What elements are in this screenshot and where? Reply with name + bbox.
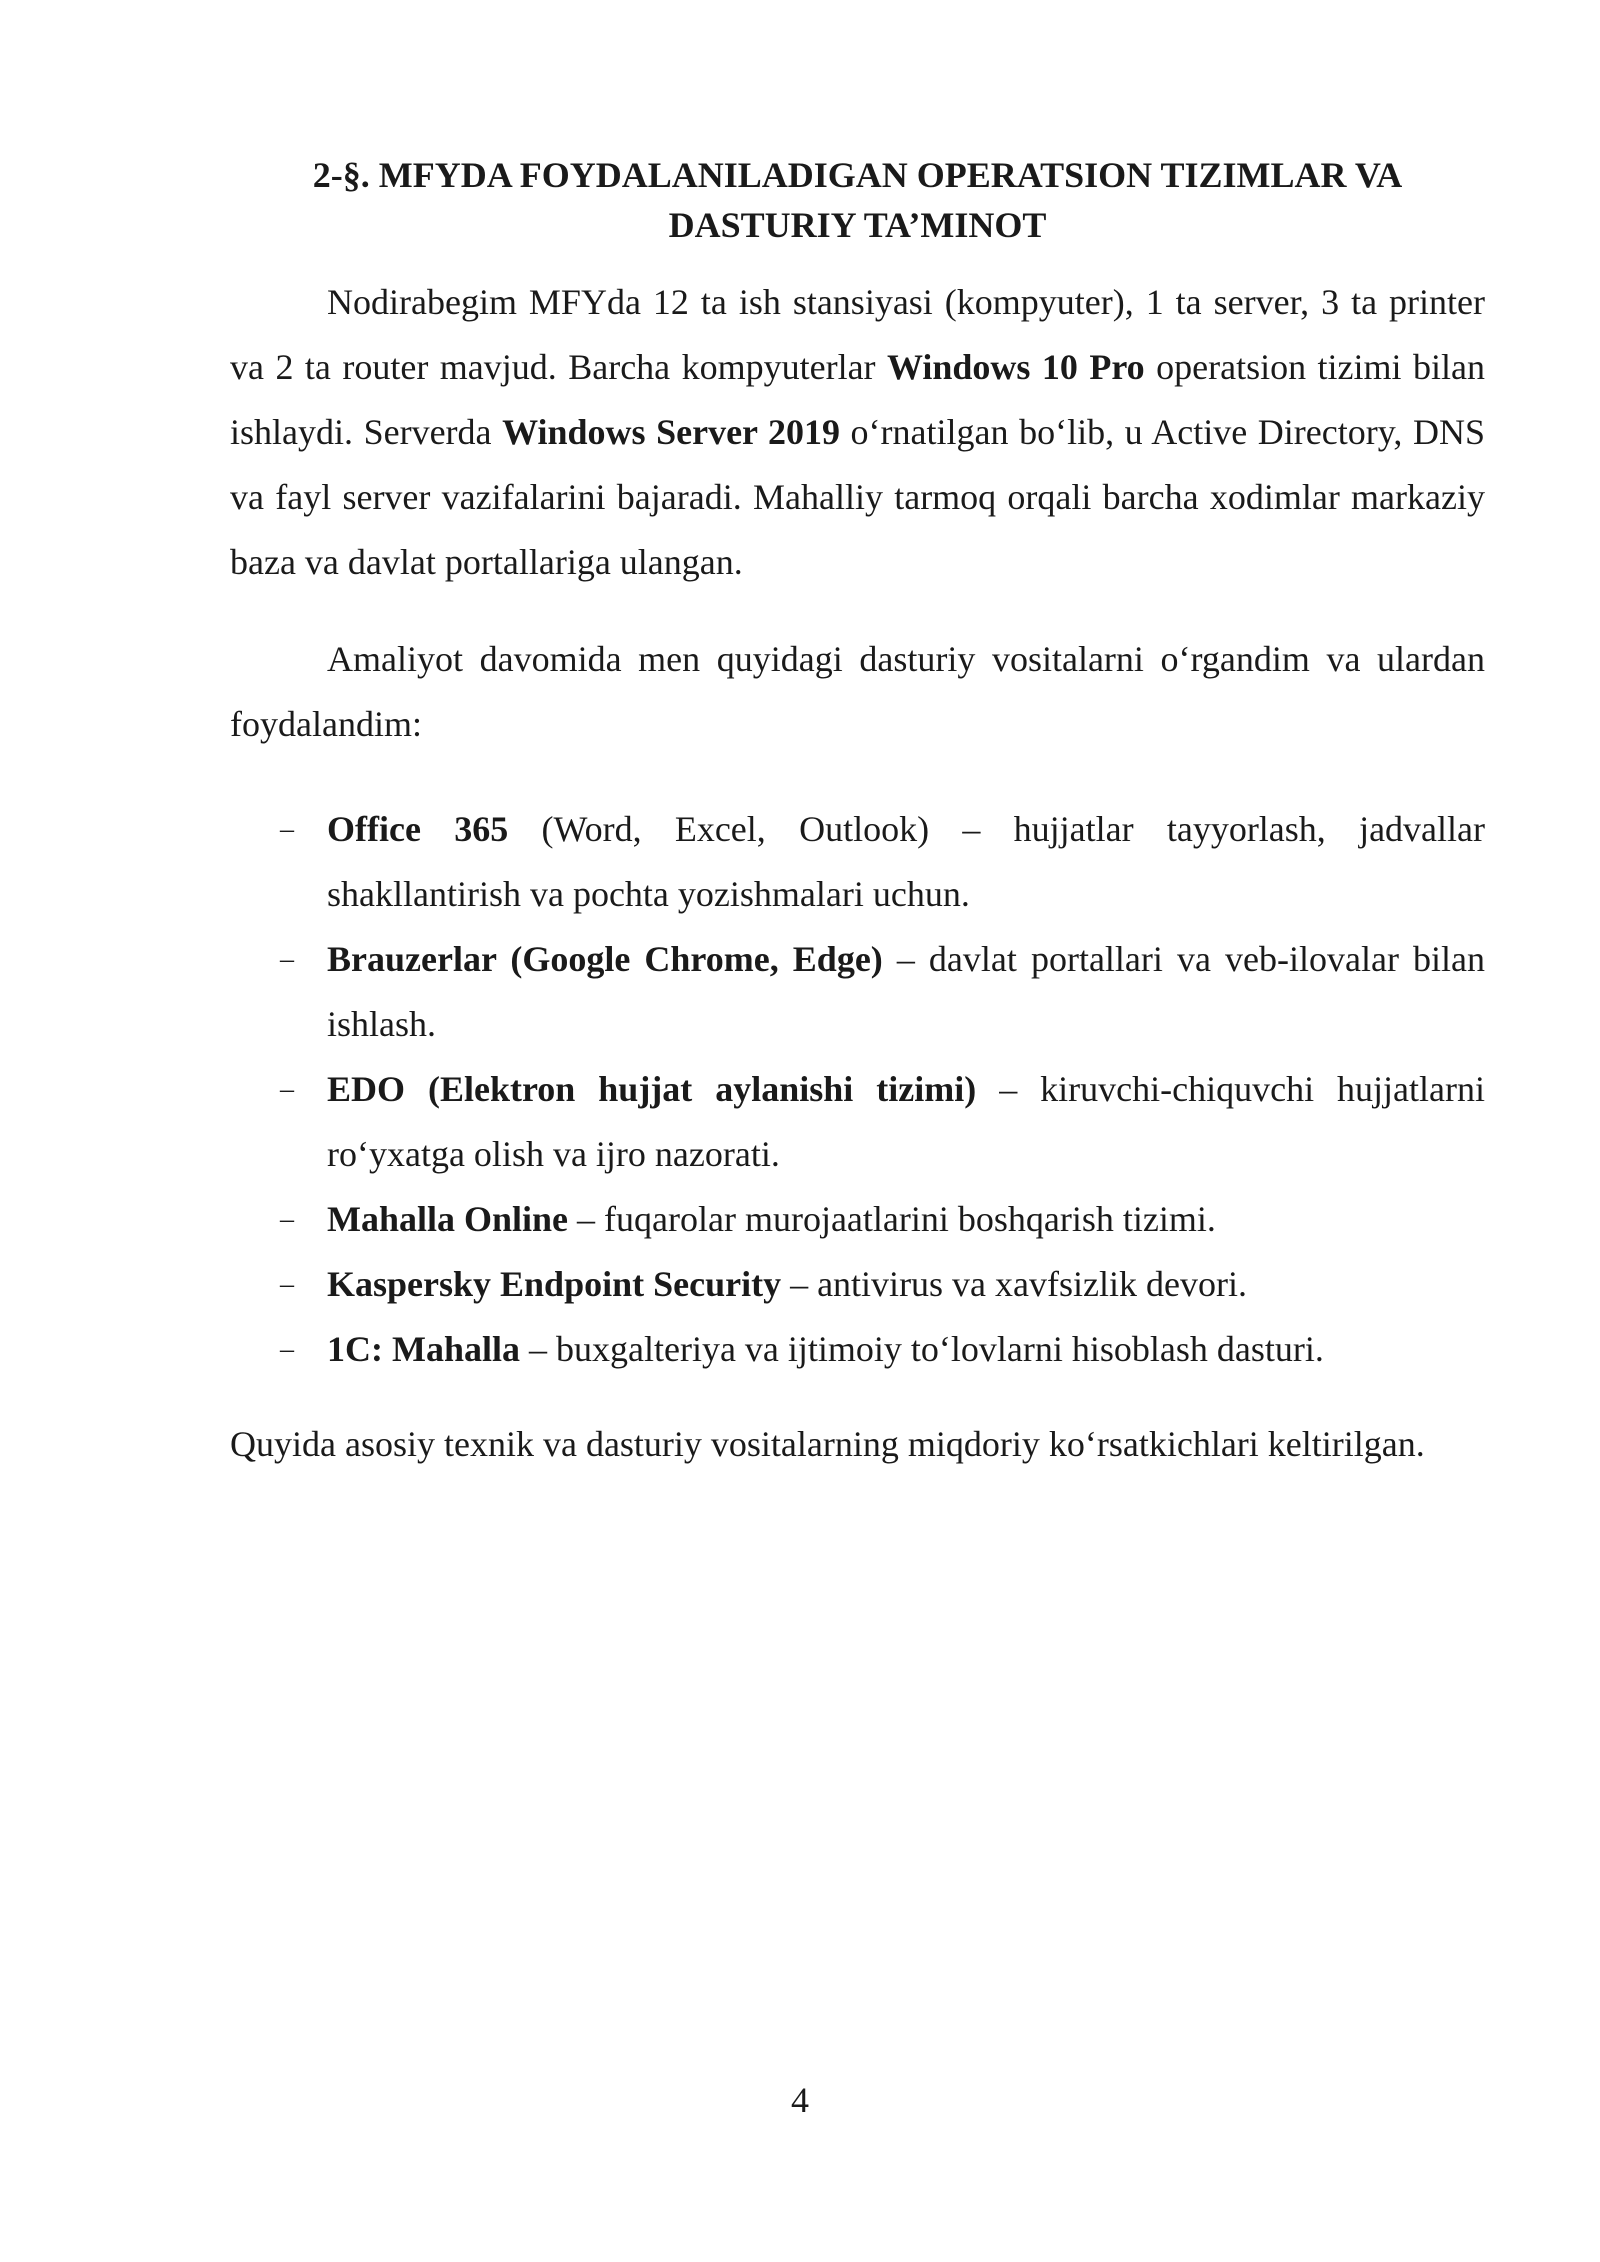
- os-windows-server-2019: Windows Server 2019: [502, 412, 840, 452]
- intro-paragraph: [230, 270, 1485, 595]
- list-item-text: – kiruvchi-chiquvchi hujjatlarni ro‘yxatga olish va ijro nazorati.: [327, 1069, 1486, 1174]
- section-heading: [230, 150, 1485, 250]
- list-item-text: (Word, Excel, Outlook) – hujjatlar tayyorlash, jadvallar shakllantirish va pochta yozishmalari uchun.: [327, 809, 1485, 914]
- list-item: [230, 1057, 1485, 1187]
- intro-text-2: operatsion tizimi bilan ishlaydi. Serverda: [230, 347, 1485, 452]
- page-number: 4: [791, 2080, 809, 2120]
- dash-bullet: –: [280, 1074, 294, 1105]
- list-item-text: – antivirus va xavfsizlik devori.: [781, 1264, 1247, 1304]
- list-item-title: Office 365: [327, 809, 509, 849]
- list-item-title: EDO (Elektron hujjat aylanishi tizimi): [327, 1069, 977, 1109]
- list-item-text: – davlat portallari va veb-ilovalar bilan ishlash.: [327, 939, 1485, 1044]
- list-item: [230, 797, 1485, 927]
- software-list: [230, 797, 1485, 1382]
- dash-bullet: –: [280, 1269, 294, 1300]
- list-item-title: Brauzerlar (Google Chrome, Edge): [327, 939, 883, 979]
- dash-bullet: –: [280, 814, 294, 845]
- list-item-title: Mahalla Online: [327, 1199, 569, 1239]
- closing-paragraph: Quyida asosiy texnik va dasturiy vositalarning miqdoriy ko‘rsatkichlari keltirilgan.: [230, 1424, 1425, 1464]
- intro-text-3: o‘rnatilgan bo‘lib, u Active Directory, DNS va fayl server vazifalarini bajaradi. Mahalliy tarmoq orqali barcha xodimlar markaziy baza va davlat portallariga ulangan.: [230, 412, 1485, 582]
- list-item: [230, 1187, 1485, 1252]
- dash-bullet: –: [280, 1204, 294, 1235]
- dash-bullet: –: [280, 1334, 294, 1365]
- list-item-text: – fuqarolar murojaatlarini boshqarish tizimi.: [568, 1199, 1216, 1239]
- list-item-title: 1C: Mahalla: [327, 1329, 520, 1369]
- list-item: [230, 1317, 1485, 1382]
- list-item: [230, 1252, 1485, 1317]
- heading-line-1: 2-§. MFYDA FOYDALANILADIGAN OPERATSION TIZIMLAR VA: [312, 155, 1403, 195]
- list-item-text: – buxgalteriya va ijtimoiy to‘lovlarni hisoblash dasturi.: [520, 1329, 1324, 1369]
- os-windows-10-pro: Windows 10 Pro: [887, 347, 1145, 387]
- heading-line-2: DASTURIY TA’MINOT: [668, 205, 1047, 245]
- software-intro-paragraph: Amaliyot davomida men quyidagi dasturiy vositalarni o‘rgandim va ulardan foydalandim:: [230, 639, 1485, 744]
- dash-bullet: –: [280, 944, 294, 975]
- list-item: [230, 927, 1485, 1057]
- list-item-title: Kaspersky Endpoint Security: [327, 1264, 782, 1304]
- intro-text-1: Nodirabegim MFYda 12 ta ish stansiyasi (kompyuter), 1 ta server, 3 ta printer va 2 ta router mavjud. Barcha kompyuterlar: [230, 282, 1485, 387]
